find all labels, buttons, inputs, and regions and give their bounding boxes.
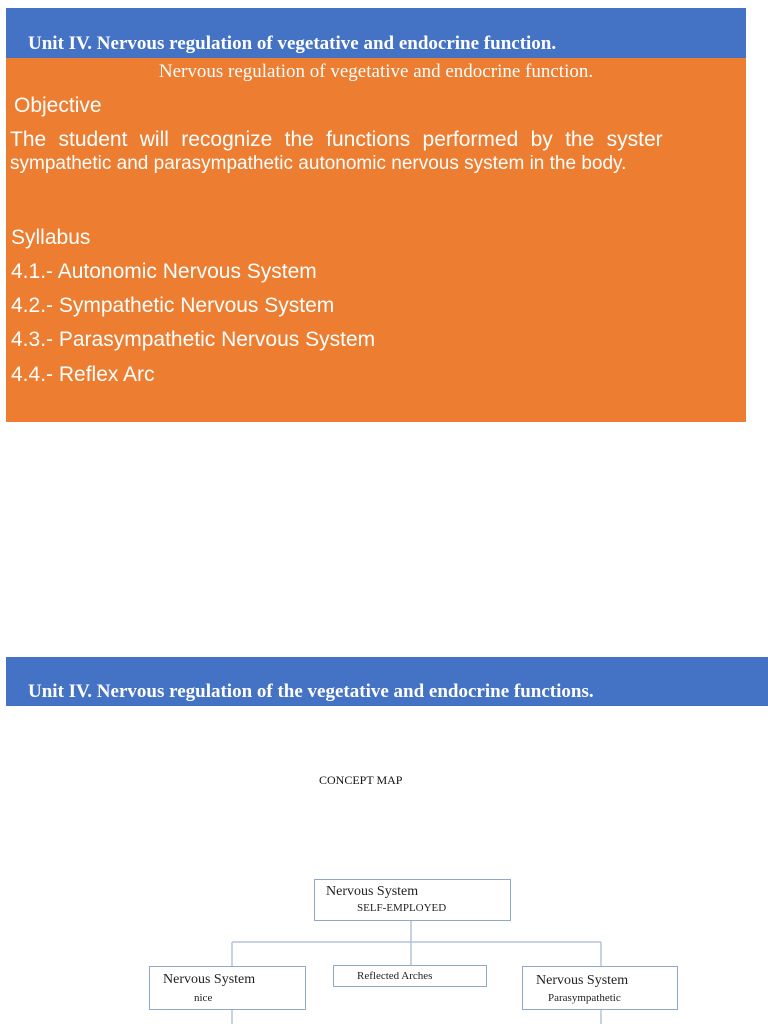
- concept-node-left: [149, 966, 306, 1010]
- objective-text-line-2: sympathetic and parasympathetic autonomic nervous system in the body.: [10, 153, 627, 174]
- concept-node-left-label: Nervous System: [163, 972, 256, 987]
- slide-1-header: [6, 8, 746, 58]
- concept-node-root: [314, 879, 511, 921]
- syllabus-item: 4.3.- Parasympathetic Nervous System: [11, 328, 376, 351]
- slide-2: [6, 657, 768, 1024]
- concept-node-right: [522, 966, 678, 1010]
- syllabus-item: 4.4.- Reflex Arc: [11, 363, 155, 386]
- concept-node-left-sublabel: nice: [194, 992, 213, 1004]
- concept-node-right-label: Nervous System: [536, 973, 629, 988]
- concept-node-middle-label: Reflected Arches: [357, 970, 433, 982]
- syllabus-item: 4.1.- Autonomic Nervous System: [11, 260, 317, 283]
- concept-map-title: CONCEPT MAP: [319, 773, 403, 787]
- concept-node-root-label: Nervous System: [326, 884, 419, 899]
- objective-heading: Objective: [14, 94, 102, 117]
- concept-node-right-sublabel: Parasympathetic: [548, 992, 621, 1004]
- slide-1-subtitle: Nervous regulation of vegetative and endocrine function.: [158, 61, 594, 82]
- objective-text-line-1: The student will recognize the functions performed by the syster: [10, 128, 663, 151]
- syllabus-heading: Syllabus: [11, 226, 91, 249]
- concept-node-root-sublabel: SELF-EMPLOYED: [357, 902, 447, 914]
- slide-1: [6, 8, 746, 422]
- slide-1-title: Unit IV. Nervous regulation of vegetative and endocrine function.: [28, 33, 557, 54]
- concept-node-middle: [333, 965, 487, 987]
- slide-2-title: Unit IV. Nervous regulation of the vegetative and endocrine functions.: [28, 681, 594, 702]
- syllabus-item: 4.2.- Sympathetic Nervous System: [11, 294, 335, 317]
- slide-1-body: [6, 58, 746, 422]
